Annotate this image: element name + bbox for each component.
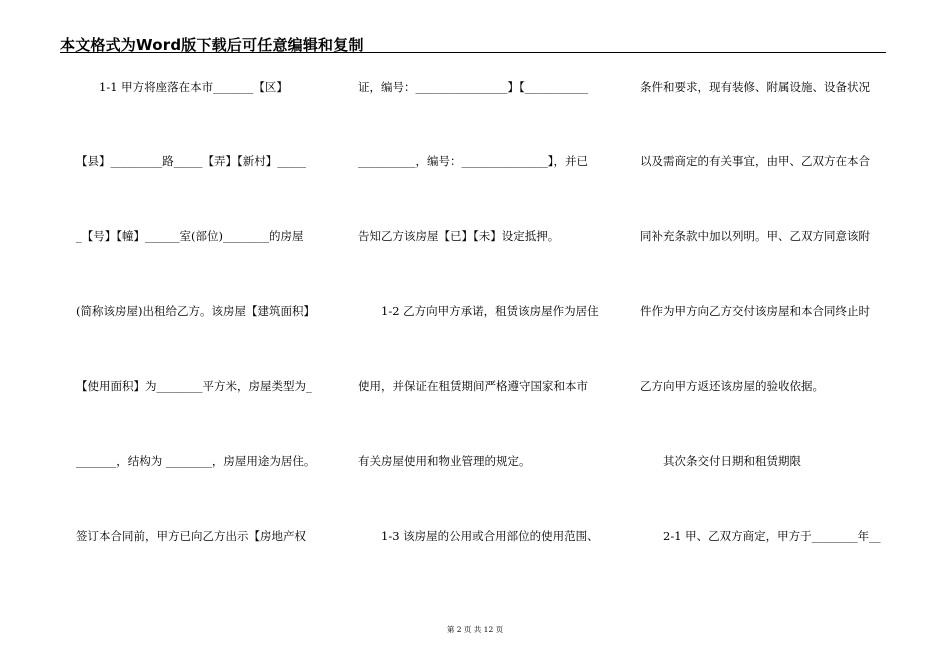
- paragraph-line: _______，结构为 ________，房屋用途为居住。: [76, 454, 316, 468]
- document-header-title: 本文格式为Word版下载后可任意编辑和复制: [60, 36, 364, 54]
- paragraph-line: 证，编号：________________】【___________: [358, 80, 588, 94]
- paragraph-line: 件作为甲方向乙方交付该房屋和本合同终止时: [640, 304, 870, 318]
- paragraph-line: _【号】【幢】______室(部位)________的房屋: [76, 229, 304, 243]
- paragraph-line: 告知乙方该房屋【已】【未】设定抵押。: [358, 229, 560, 243]
- paragraph-line: 同补充条款中加以列明。甲、乙双方同意该附: [640, 229, 870, 243]
- paragraph-line: 以及需商定的有关事宜，由甲、乙双方在本合: [640, 154, 870, 168]
- paragraph-line: 【县】_________路_____【弄】【新村】_____: [76, 154, 306, 168]
- paragraph-line: __________，编号：_______________】，并已: [358, 154, 588, 168]
- paragraph-line: 有关房屋使用和物业管理的规定。: [358, 454, 531, 468]
- paragraph-line: 1-1 甲方将座落在本市_______【区】: [76, 80, 288, 94]
- paragraph-line: 使用，并保证在租赁期间严格遵守国家和本市: [358, 379, 588, 393]
- paragraph-line: (简称该房屋)出租给乙方。该房屋【建筑面积】: [76, 304, 315, 318]
- text-column-3: [640, 0, 890, 672]
- text-column-1: [76, 0, 326, 672]
- paragraph-line: 签订本合同前，甲方已向乙方出示【房地产权: [76, 529, 306, 543]
- paragraph-line: 乙方向甲方返还该房屋的验收依据。: [640, 379, 824, 393]
- text-column-2: [358, 0, 608, 672]
- paragraph-line: 条件和要求，现有装修、附属设施、设备状况: [640, 80, 870, 94]
- paragraph-line: 1-3 该房屋的公用或合用部位的使用范围、: [358, 529, 599, 543]
- paragraph-line: 1-2 乙方向甲方承诺，租赁该房屋作为居住: [358, 304, 599, 318]
- paragraph-line: 2-1 甲、乙双方商定，甲方于________年__: [640, 529, 881, 543]
- paragraph-line: 【使用面积】为________平方米，房屋类型为_: [76, 379, 312, 393]
- page-number: 第 2 页 共 12 页: [446, 625, 504, 634]
- paragraph-line: 其次条交付日期和租赁期限: [640, 454, 801, 468]
